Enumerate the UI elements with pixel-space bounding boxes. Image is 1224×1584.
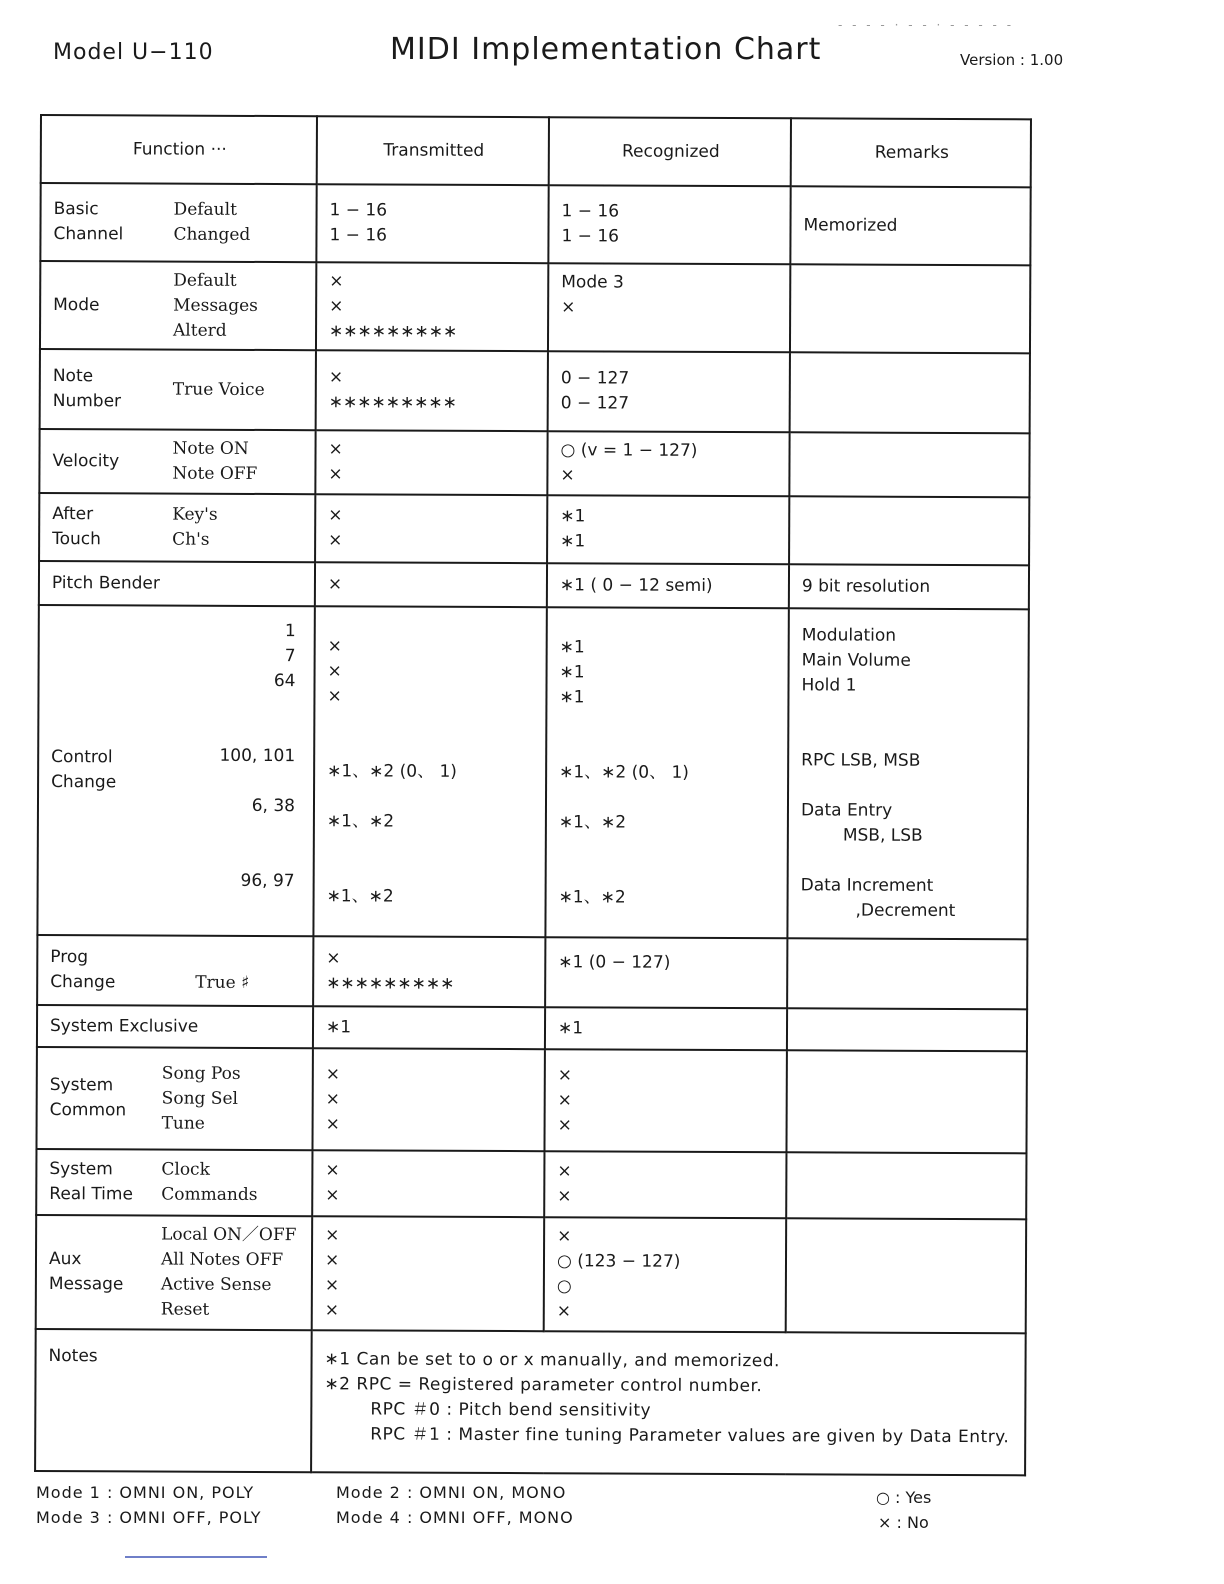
item-label: Default <box>173 199 237 220</box>
cell-value: × <box>329 295 344 316</box>
group-label: System <box>49 1075 114 1096</box>
function-mode <box>40 261 316 350</box>
note-line: ∗2 RPC = Registered parameter control number. <box>324 1374 763 1397</box>
note-line: RPC ＃0 : Pitch bend sensitivity <box>370 1399 652 1421</box>
function-system-real-time <box>36 1149 312 1216</box>
recognized-cell <box>548 263 790 352</box>
cell-value: ∗∗∗∗∗∗∗∗∗ <box>329 320 458 342</box>
remark: ,Decrement <box>855 900 956 922</box>
item-label: Alterd <box>173 320 227 341</box>
cell-value: 0 − 127 <box>560 393 630 414</box>
mode-2-legend: Mode 2 : OMNI ON, MONO <box>336 1483 567 1502</box>
function-prog-change <box>37 935 313 1006</box>
cell-value: ∗∗∗∗∗∗∗∗∗ <box>328 392 457 413</box>
item-label: Tune <box>161 1113 205 1134</box>
cell-value: ∗1、∗2 (0、 1) <box>559 761 690 783</box>
remarks-cell <box>786 1152 1026 1219</box>
header-row <box>41 115 1031 187</box>
remark: Modulation <box>801 625 897 646</box>
cell-value: ∗1、∗2 <box>326 810 395 832</box>
recognized-cell <box>544 1217 786 1332</box>
cell-value: × <box>327 660 342 681</box>
remarks-cell <box>790 352 1030 433</box>
mode-1-legend: Mode 1 : OMNI ON, POLY <box>36 1483 255 1502</box>
cell-value: × <box>557 1186 572 1207</box>
item-label: Changed <box>173 224 251 245</box>
row-system-common <box>36 1047 1026 1153</box>
row-system-exclusive <box>37 1005 1027 1051</box>
item-label: True Voice <box>172 379 265 400</box>
notes-body <box>311 1330 1026 1475</box>
cell-value: × <box>560 465 575 486</box>
cell-value: × <box>557 1089 572 1110</box>
remarks-cell <box>789 496 1029 565</box>
remark: Data Entry <box>800 800 893 821</box>
group-label: Note <box>52 366 94 387</box>
cell-value: × <box>325 1160 340 1181</box>
cell-value: × <box>557 1064 573 1085</box>
cell-value: × <box>557 1161 572 1182</box>
row-prog-change <box>37 935 1027 1009</box>
cell-value: ∗1、∗2 <box>558 811 627 833</box>
cell-value: × <box>561 297 576 318</box>
cell-value: ○ (123 − 127) <box>556 1251 681 1272</box>
group-label: Real Time <box>49 1184 133 1205</box>
group-label: After <box>52 504 94 525</box>
function-basic-channel <box>40 183 316 262</box>
cc-number: 100, 101 <box>219 745 296 767</box>
cell-value: ∗1、∗2 <box>326 885 394 907</box>
row-velocity <box>39 429 1029 497</box>
remarks-cell <box>786 1218 1026 1333</box>
cell-value: × <box>329 270 344 291</box>
item-label: All Notes OFF <box>160 1249 284 1271</box>
scan-artifact-line <box>125 1556 267 1558</box>
cell-value: × <box>324 1300 340 1321</box>
note-line: RPC ＃1 : Master fine tuning Parameter values are given by Data Entry. <box>370 1424 1010 1448</box>
cell-value: × <box>326 948 341 969</box>
function-aux-message <box>36 1215 312 1330</box>
item-label: Song Sel <box>161 1088 239 1109</box>
function-note-number <box>40 349 316 430</box>
cell-value: × <box>324 1250 340 1271</box>
item-label: Local ON／OFF <box>161 1224 297 1246</box>
cell-value: × <box>328 367 344 388</box>
item-label: True ♯ <box>195 972 250 993</box>
cell-value: ∗∗∗∗∗∗∗∗∗ <box>326 973 455 994</box>
col-header-function: Function ··· <box>41 115 317 184</box>
recognized-cell <box>548 185 790 264</box>
mode-3-legend: Mode 3 : OMNI OFF, POLY <box>36 1508 262 1527</box>
item-label: Key's <box>172 504 218 525</box>
group-label: Common <box>49 1100 127 1121</box>
remarks-cell <box>787 608 1028 939</box>
col-header-transmitted: Transmitted <box>317 116 549 185</box>
group-label: Velocity <box>52 450 120 471</box>
item-label: Clock <box>161 1159 210 1180</box>
cell-value: × <box>325 1063 341 1084</box>
transmitted-cell: ∗1 <box>313 1006 545 1049</box>
item-label: Messages <box>173 295 258 316</box>
cell-value: ∗1 <box>559 686 585 707</box>
remarks-cell <box>787 1008 1027 1051</box>
transmitted-cell <box>316 350 548 431</box>
page-title: MIDI Implementation Chart <box>390 32 822 67</box>
cell-value: × <box>328 439 343 460</box>
recognized-cell <box>548 351 790 432</box>
function-velocity <box>39 429 315 494</box>
cell-value: 1 − 16 <box>561 226 620 247</box>
remarks-cell <box>786 1050 1026 1153</box>
cell-value: × <box>325 1225 340 1246</box>
group-label: Change <box>50 972 116 993</box>
group-label: Basic <box>53 199 99 220</box>
cc-number: 96, 97 <box>240 870 295 892</box>
group-label: Mode <box>53 294 100 315</box>
col-header-recognized: Recognized <box>549 117 791 186</box>
remark: Memorized <box>803 214 898 236</box>
cell-value: 0 − 127 <box>560 368 630 389</box>
cell-value: ∗1、∗2 <box>558 886 626 908</box>
cell-value: × <box>328 505 343 526</box>
col-header-remarks: Remarks <box>791 118 1031 187</box>
cell-value: ∗1 <box>559 661 585 682</box>
remark: Hold 1 <box>801 675 857 696</box>
cc-number: 7 <box>284 646 296 667</box>
function-system-common <box>36 1047 312 1150</box>
cell-value: ○ (v = 1 − 127) <box>560 440 698 461</box>
cell-value: ∗1、∗2 (0、 1) <box>327 760 458 782</box>
remark: Data Increment <box>800 875 934 896</box>
cell-value: × <box>328 464 343 485</box>
transmitted-cell: × <box>315 562 547 607</box>
remark: RPC LSB, MSB <box>801 750 921 771</box>
item-label: Default <box>173 270 237 291</box>
row-pitch-bender <box>39 561 1029 609</box>
row-mode <box>40 261 1030 353</box>
recognized-cell: ∗1 ( 0 − 12 semi) <box>547 563 789 608</box>
cell-value: × <box>557 1114 572 1135</box>
group-label: Prog <box>50 947 89 968</box>
transmitted-cell <box>315 430 547 495</box>
cell-value: ○ <box>556 1276 572 1297</box>
cell-value: ∗1 (0 − 127) <box>558 952 671 973</box>
transmitted-cell <box>312 1048 544 1151</box>
midi-implementation-table <box>34 114 1032 1476</box>
group-label: Message <box>48 1274 124 1295</box>
cell-value: ∗1 <box>560 531 586 552</box>
group-label: System <box>49 1159 113 1180</box>
item-label: Reset <box>160 1299 210 1320</box>
transmitted-cell <box>313 606 546 937</box>
row-control-change <box>37 605 1028 939</box>
item-label: Note OFF <box>172 463 258 484</box>
cell-value: × <box>327 635 342 656</box>
row-aux-message <box>36 1215 1026 1333</box>
remarks-cell: 9 bit resolution <box>789 564 1029 609</box>
recognized-cell <box>547 495 789 564</box>
remark: MSB, LSB <box>842 825 923 846</box>
remarks-cell <box>789 432 1029 497</box>
remarks-cell <box>790 264 1030 353</box>
scan-marks: - - - - · - - · - - - - - <box>838 18 1015 32</box>
cc-number: 1 <box>284 621 296 642</box>
group-label: Control <box>51 747 113 768</box>
recognized-cell <box>547 431 789 496</box>
group-label: Touch <box>52 529 101 550</box>
cell-value: × <box>325 1113 340 1134</box>
row-system-real-time <box>36 1149 1026 1219</box>
recognized-cell <box>545 937 787 1008</box>
cell-value: × <box>325 1088 340 1109</box>
function-pitch-bender: Pitch Bender <box>39 561 315 606</box>
cell-value: ∗1 <box>559 636 585 657</box>
remarks-cell <box>787 938 1027 1009</box>
item-label: Active Sense <box>160 1274 272 1296</box>
version-label: Version : 1.00 <box>960 51 1064 69</box>
transmitted-cell <box>312 1150 544 1217</box>
row-basic-channel <box>40 183 1030 265</box>
model-name: Model U−110 <box>53 40 214 65</box>
mode-4-legend: Mode 4 : OMNI OFF, MONO <box>336 1508 574 1527</box>
row-note-number <box>40 349 1030 433</box>
transmitted-cell <box>315 494 547 563</box>
recognized-cell: ∗1 <box>545 1007 787 1050</box>
cell-value: 1 − 16 <box>329 200 388 221</box>
legend-no: × : No <box>878 1513 929 1532</box>
group-label: Number <box>52 391 122 412</box>
transmitted-cell <box>313 936 545 1007</box>
item-label: Ch's <box>172 529 210 550</box>
item-label: Song Pos <box>161 1063 241 1084</box>
remark: Main Volume <box>801 650 911 671</box>
group-label: Channel <box>53 224 124 245</box>
cc-number: 64 <box>273 671 296 692</box>
function-system-exclusive: System Exclusive <box>37 1005 313 1048</box>
recognized-cell <box>544 1151 786 1218</box>
remarks-cell <box>790 186 1030 265</box>
function-control-change <box>37 605 314 936</box>
row-notes <box>35 1329 1026 1475</box>
legend-yes: ○ : Yes <box>876 1488 932 1507</box>
item-label: Commands <box>161 1184 258 1205</box>
transmitted-cell <box>316 262 548 351</box>
item-label: Note ON <box>172 438 249 459</box>
cell-value: ∗1 <box>560 506 586 527</box>
cell-value: × <box>327 685 342 706</box>
cell-value: Mode 3 <box>561 272 624 293</box>
cell-value: × <box>324 1275 340 1296</box>
cell-value: × <box>325 1185 340 1206</box>
notes-label: Notes <box>35 1329 312 1472</box>
cc-number: 6, 38 <box>251 795 296 817</box>
group-label: Change <box>51 772 117 793</box>
cell-value: × <box>556 1301 572 1322</box>
recognized-cell <box>545 607 788 938</box>
cell-value: 1 − 16 <box>329 225 388 246</box>
transmitted-cell <box>316 184 548 263</box>
cell-value: × <box>328 530 343 551</box>
note-line: ∗1 Can be set to o or x manually, and memorized. <box>324 1349 781 1372</box>
recognized-cell <box>544 1049 786 1152</box>
cell-value: 1 − 16 <box>561 201 620 222</box>
row-after-touch <box>39 493 1029 565</box>
group-label: Aux <box>48 1249 82 1270</box>
cell-value: × <box>557 1226 572 1247</box>
function-after-touch <box>39 493 315 562</box>
transmitted-cell <box>312 1216 544 1331</box>
